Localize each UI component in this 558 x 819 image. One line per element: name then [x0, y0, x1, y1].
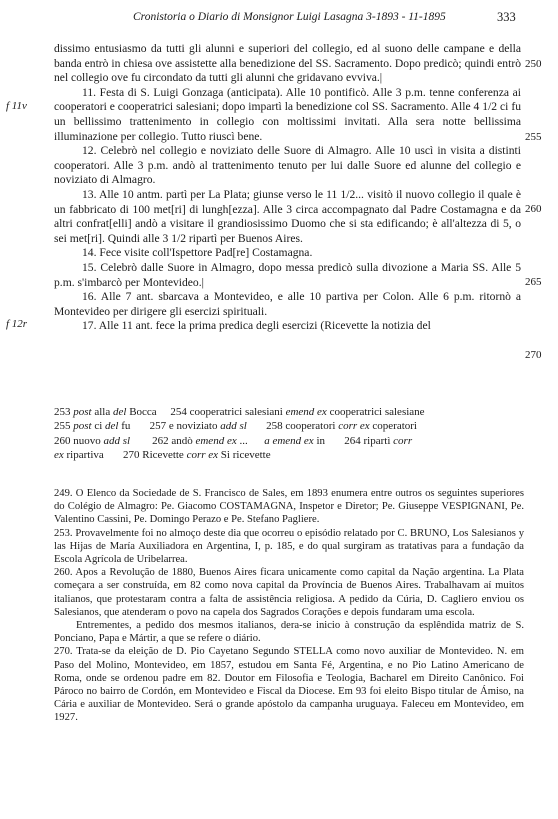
apparatus-entry: 257 e noviziato add sl: [149, 420, 247, 433]
apparatus-entry: 253 post alla del Bocca: [54, 406, 157, 418]
apparatus-entry: ex ripartiva: [54, 449, 104, 462]
diary-entry-11: 11. Festa di S. Luigi Gonzaga (anticipata). Alle 10 pontificò. Alle 3 p.m. tenne conferenza ai cooperatori e cooperatrici salesiani; dopo impartì la benedizione col SS. Sacramento. Alle 4 1/2 ci fu un bellissimo trattenimento in collegio con moltissimi invitati. Alla sera notte bellissima illuminazione per collegio. Tutto riuscì bene.: [54, 85, 521, 143]
apparatus-entry: 258 cooperatori corr ex coperatori: [266, 420, 417, 433]
running-title: Cronistoria o Diario di Monsignor Luigi Lasagna 3-1893 - 11-1895: [133, 11, 446, 23]
diary-paragraph: dissimo entusiasmo da tutti gli alunni e superiori del collegio, ed al suono delle campane e della banda entrò in chiesa ove assistette alla benedizione del SS. Sacramento. Dopo predicò; quindi entrò nel collegio ove fu circondato da tutti gli alunni che gridavano evviva.|: [54, 42, 521, 85]
diary-text: [54, 42, 521, 334]
footnote-270: 270. Trata-se da eleição de D. Pio Cayetano Segundo STELLA como novo auxiliar de Montevideo. N. em Paso del Molino, Montevideo, em 1857, estudou em Santa Fé, Argentina, e no Pio Latino Americano de Roma, onde se ordenou padre em 82. Doutor em Filosofia e Teologia, Bacharel em Direito Canônico. Foi Pároco no bairro de Cordón, em Montevideo e Fiscal da Diocese. Em 93 foi eleito Bispo titular de Ámiso, na Cária e auxiliar de Montevideo. Será o grande apóstolo da campanha uruguaya. Faleceu em Montevideo, em 1927.: [54, 646, 524, 724]
line-number: 265: [525, 276, 542, 288]
line-number: 260: [525, 203, 542, 215]
footnote-260-continued: Entrementes, a pedido dos mesmos italianos, dera-se inicio à construção da esplêndida matriz de S. Ponciano, Papa e Mártir, a que se refere o diário.: [54, 620, 524, 645]
apparatus-row: [54, 448, 524, 462]
apparatus-row: [54, 405, 524, 419]
apparatus-entry: 262 andò emend ex ... a emend ex in: [152, 434, 326, 447]
apparatus-entry: 255 post ci del fu: [54, 420, 131, 433]
diary-entry-14: 14. Fece visite coll'Ispettore Pad[re] Costamagna.: [82, 246, 313, 260]
apparatus-entry: 260 nuovo add sl: [54, 434, 131, 447]
apparatus-entry: 270 Ricevette corr ex Si ricevette: [123, 449, 271, 462]
line-number: 250: [525, 58, 542, 70]
apparatus-row: [54, 434, 524, 448]
line-number: 270: [525, 349, 542, 361]
footnote-249: 249. O Elenco da Sociedade de S. Francisco de Sales, em 1893 enumera entre outros os seguintes superiores do Colégio de Almagro: Pe. Giacomo COSTAMAGNA, Inspetor e Diretor; Pe. Giuseppe VESPIGNANI, Pe. Valentino Cassini, Pe. Domingo Perazo e Pe. Stefano Pagliere.: [54, 488, 524, 526]
diary-entry-13: 13. Alle 10 antm. partì per La Plata; giunse verso le 11 1/2... visitò il nuovo collegio il quale è un fabbricato di 100 met[ri] di lungh[ezza]. Alle 3 circa accompagnato dal Padre Costamagna e da altri confrat[elli] andò a visitare il grandiosissimo Duomo che si sta edificando; è all'altezza di 5, o sei met[ri]. Quindi alle 3 1/2 ripartì per Buenos Aires.: [54, 187, 521, 245]
footnotes: [54, 487, 524, 725]
apparatus-entry: 264 ripartì corr: [344, 434, 413, 447]
apparatus-row: [54, 419, 524, 433]
diary-entry-12: 12. Celebrò nel collegio e noviziato delle Suore di Almagro. Alle 10 uscì in visita a distinti cooperatori. Alle 3 p.m. andò al trattenimento tenuto per lui dalle Suore ed alunne del collegio e noviziato di Almagro.: [54, 144, 521, 187]
page-number: 333: [497, 10, 516, 24]
apparatus-entry: 254 cooperatrici salesiani emend ex cooperatrici salesiane: [170, 406, 425, 418]
critical-apparatus: [54, 405, 524, 463]
line-number: 255: [525, 131, 542, 143]
diary-entry-15: 15. Celebrò dalle Suore in Almagro, dopo messa predicò sulla divozione a Maria SS. Alle 5 p.m. s'imbarcò per Montevideo.|: [54, 260, 521, 289]
diary-entry-17: 17. Alle 11 ant. fece la prima predica degli esercizi (Ricevette la notizia del: [82, 319, 431, 333]
diary-entry-16: 16. Alle 7 ant. sbarcava a Montevideo, e alle 10 partiva per Colon. Alle 6 p.m. ritornò a Montevideo per dirigere gli esercizi spirituali.: [54, 290, 521, 318]
folio-marker: f 11v: [6, 100, 27, 112]
folio-marker: f 12r: [6, 318, 28, 330]
footnote-260: 260. Apos a Revolução de 1880, Buenos Aires ficara unicamente como capital da Nação argentina. La Plata começara a ser construída, em 82 como nova capital da Província de Buenos Aires. Trabalhavam aí muitos italianos, que protestaram contra a falta de assistência religiosa. A pedido da Cúria, D. Cagliero enviou os Salesianos, que atenderam o povo na capela dos Sagrados Corações e depois fundaram uma escola.: [54, 567, 524, 618]
footnote-253: 253. Provavelmente foi no almoço deste dia que ocorreu o episódio relatado por C. BRUNO, Los Salesianos y las Hijas de María Auxiliadora en Argentina, I, p. 185, e do qual surgiram as tratativas para a fundação da Escola Agrícola de Uribelarrea.: [54, 527, 524, 566]
